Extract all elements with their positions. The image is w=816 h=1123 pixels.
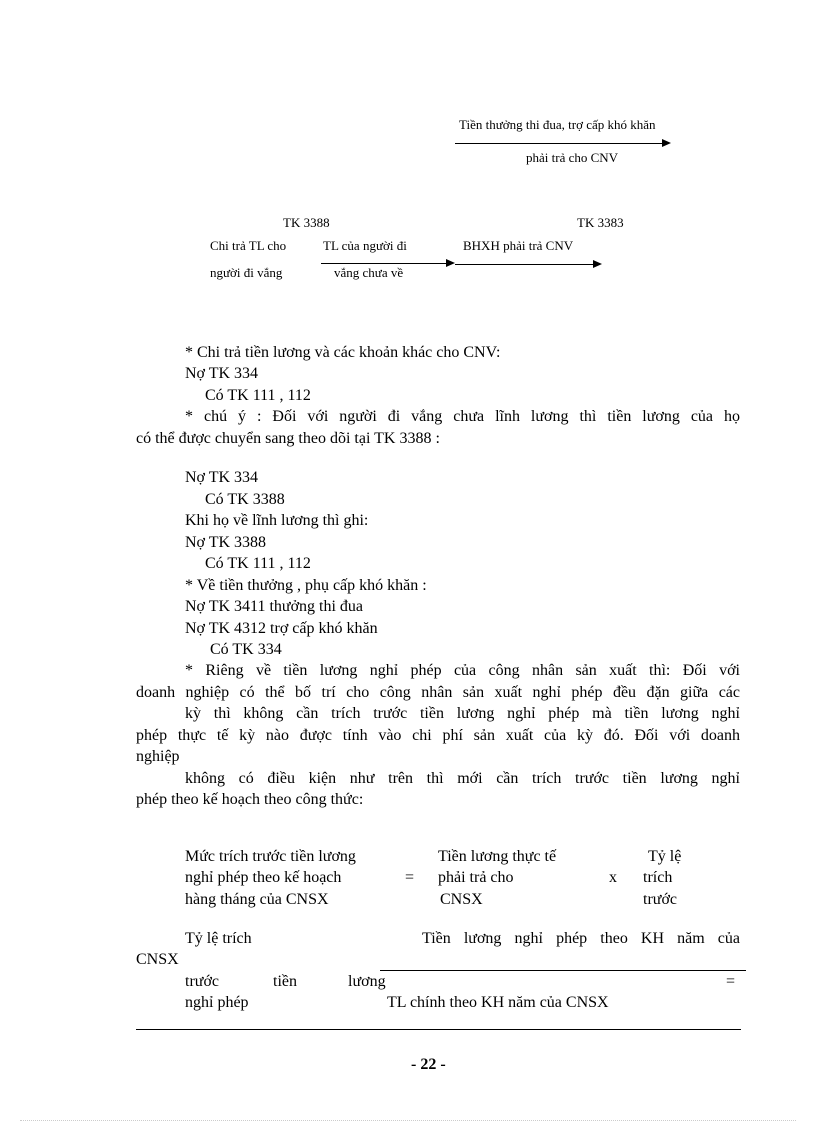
formula1-mid1: Tiền lương thực tế: [438, 848, 557, 865]
formula1-mid2: phải trả cho: [438, 869, 514, 886]
formula1-equals: =: [405, 869, 415, 886]
formula2-denominator: TL chính theo KH năm của CNSX: [387, 994, 609, 1011]
text-line: * Chi trả tiền lương và các khoản khác cho CNV:: [185, 344, 501, 361]
formula1-times: x: [609, 869, 617, 886]
formula2-numerator: Tiền lương nghỉ phép theo KH năm của: [422, 930, 740, 947]
page-number: - 22 -: [411, 1056, 446, 1073]
formula1-left1: Mức trích trước tiền lương: [185, 848, 356, 865]
account-tk3388: TK 3388: [283, 215, 330, 230]
diagram2-mid-line1: TL của người đi: [323, 238, 407, 253]
text-line: Nợ TK 3411 thưởng thi đua: [185, 598, 364, 615]
formula1-right2: trích: [643, 869, 673, 886]
diagram2-left-line1: Chi trả TL cho: [210, 238, 287, 253]
formula1-right3: trước: [643, 891, 678, 908]
text-line: doanh nghiệp có thể bố trí cho công nhân sản xuất nghỉ phép đều đặn giữa các: [136, 684, 740, 701]
text-line: Nợ TK 3388: [185, 534, 267, 551]
account-tk3383: TK 3383: [577, 215, 624, 230]
formula2-equals: =: [726, 973, 736, 990]
text-line: Nợ TK 4312 trợ cấp khó khăn: [185, 620, 378, 637]
fraction-line: [380, 970, 746, 971]
text-line: Khi họ về lĩnh lương thì ghi:: [185, 512, 369, 529]
diagram2-arrow2-head-icon: [593, 260, 602, 268]
text-line: phép theo kế hoạch theo công thức:: [136, 791, 364, 808]
formula1-right1: Tỷ lệ: [648, 848, 682, 865]
text-line: Có TK 111 , 112: [205, 387, 311, 404]
diagram2-arrow2-line: [455, 264, 593, 265]
formula2-cnsx: CNSX: [136, 951, 179, 968]
text-line: nghiệp: [136, 748, 180, 765]
diagram2-left-line2: người đi vắng: [210, 265, 283, 280]
diagram2-arrow1-head-icon: [446, 259, 455, 267]
text-line: không có điều kiện như trên thì mới cần trích trước tiền lương nghỉ: [185, 770, 740, 787]
formula1-mid3: CNSX: [440, 891, 483, 908]
formula1-left2: nghỉ phép theo kế hoạch: [185, 869, 342, 886]
formula2-left3: nghỉ phép: [185, 994, 249, 1011]
formula2-left2c: lương: [348, 973, 386, 990]
diagram1-top-label: Tiền thưởng thi đua, trợ cấp khó khăn: [459, 117, 656, 132]
text-line: Có TK 334: [210, 641, 282, 658]
diagram2-arrow1-line: [321, 263, 446, 264]
formula2-left2a: trước: [185, 973, 220, 990]
diagram1-bottom-label: phải trả cho CNV: [526, 150, 619, 165]
text-line: kỳ thì không cần trích trước tiền lương nghỉ phép mà tiền lương nghỉ: [185, 705, 740, 722]
text-line: phép thực tế kỳ nào được tính vào chi phí sản xuất của kỳ đó. Đối với doanh: [136, 727, 740, 744]
text-line: Nợ TK 334: [185, 365, 259, 382]
formula2-left1: Tỷ lệ trích: [185, 930, 252, 947]
text-line: * chú ý : Đối với người đi vắng chưa lĩnh lương thì tiền lương của họ: [185, 408, 740, 425]
diagram1-arrow-line: [455, 143, 663, 144]
text-line: Có TK 3388: [205, 491, 285, 508]
formula1-left3: hàng tháng của CNSX: [185, 891, 329, 908]
text-line: Nợ TK 334: [185, 469, 259, 486]
diagram2-mid-line2: vắng chưa về: [334, 265, 404, 280]
footer-divider: [136, 1029, 741, 1030]
diagram1-arrow-head-icon: [662, 139, 671, 147]
text-line: * Về tiền thưởng , phụ cấp khó khăn :: [185, 577, 427, 594]
formula2-left2b: tiền: [273, 973, 297, 990]
page-edge-divider: [20, 1120, 796, 1121]
text-line: * Riêng về tiền lương nghỉ phép của công nhân sản xuất thì: Đối với: [185, 662, 740, 679]
text-line: có thể được chuyển sang theo dõi tại TK 3388 :: [136, 430, 440, 447]
diagram2-right-label: BHXH phải trả CNV: [463, 238, 574, 253]
text-line: Có TK 111 , 112: [205, 555, 311, 572]
